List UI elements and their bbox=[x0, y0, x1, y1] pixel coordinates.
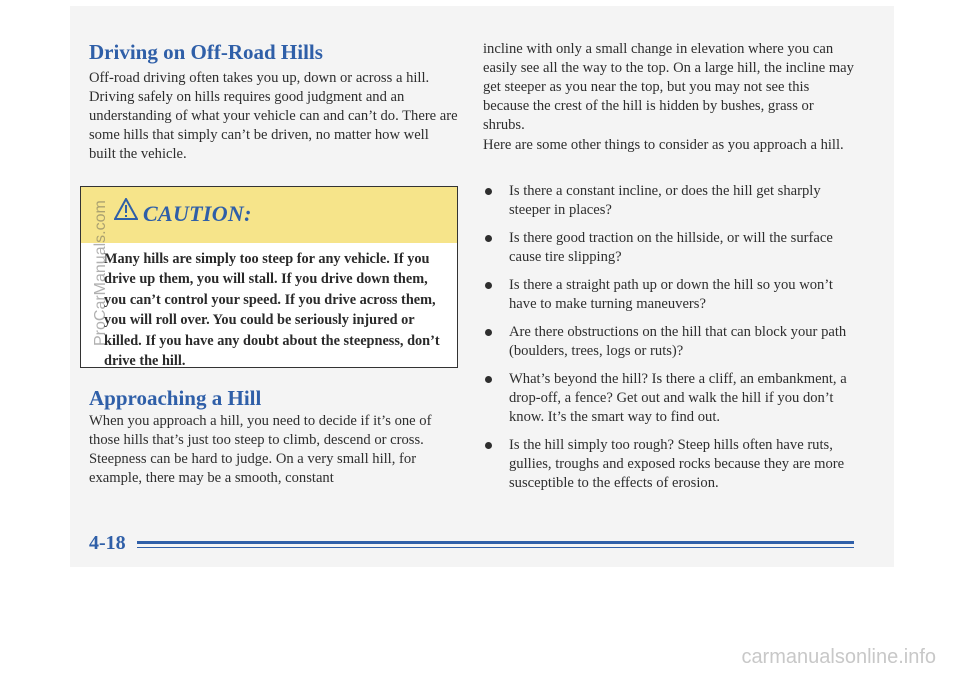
footer-rule-thin bbox=[137, 547, 854, 548]
considerations-list bbox=[483, 182, 855, 502]
bullet-icon bbox=[485, 376, 492, 383]
caution-label: CAUTION: bbox=[143, 201, 252, 226]
bullet-icon bbox=[485, 442, 492, 449]
bottom-watermark: carmanualsonline.info bbox=[741, 646, 936, 668]
bullet-icon bbox=[485, 188, 492, 195]
section-title-approaching-hill: Approaching a Hill bbox=[89, 386, 262, 410]
list-item: Is there good traction on the hillside, or will the surface cause tire slipping? bbox=[483, 229, 855, 267]
caution-text: Many hills are simply too steep for any vehicle. If you drive up them, you will stall. If you drive down them, you can’t control your speed. If you drive across them, you will roll over. You could be seriously injured or killed. If you have any doubt about the steepness, don’t drive the hill. bbox=[104, 251, 440, 370]
paragraph-approaching-hill: When you approach a hill, you need to decide if it’s one of those hills that’s just too steep to climb, descend or cross. Steepness can be hard to judge. On a very small hill, for example, there may be a smooth, constant bbox=[89, 413, 432, 486]
caution-box bbox=[80, 186, 458, 368]
bullet-icon bbox=[485, 235, 492, 242]
paragraph-off-road-intro: Off-road driving often takes you up, down or across a hill. Driving safely on hills requires good judgment and an understanding of what your vehicle can and can’t do. There are some hills that simply can’t be driven, no matter how well built the vehicle. bbox=[89, 70, 458, 162]
paragraph-considerations-intro: Here are some other things to consider as you approach a hill. bbox=[483, 137, 844, 153]
footer-rule bbox=[137, 541, 854, 544]
list-item: Is there a straight path up or down the hill so you won’t have to make turning maneuvers? bbox=[483, 276, 855, 314]
list-item: What’s beyond the hill? Is there a cliff, an embankment, a drop-off, a fence? Get out and walk the hill if you don’t know. It’s the smart way to find out. bbox=[483, 370, 855, 427]
bullet-icon bbox=[485, 282, 492, 289]
bullet-icon bbox=[485, 329, 492, 336]
list-item: Is there a constant incline, or does the hill get sharply steeper in places? bbox=[483, 182, 855, 220]
paragraph-continuation: incline with only a small change in elevation where you can easily see all the way to the top. On a large hill, the incline may get steeper as you near the top, but you may not see this because the crest of the hill is hidden by bushes, grass or shrubs. bbox=[483, 41, 854, 133]
side-watermark: ProCarManuals.com bbox=[92, 200, 109, 346]
list-item: Are there obstructions on the hill that can block your path (boulders, trees, logs or ruts)? bbox=[483, 323, 855, 361]
caution-header bbox=[81, 187, 457, 243]
list-item: Is the hill simply too rough? Steep hills often have ruts, gullies, troughs and exposed rocks because they are more susceptible to the effects of erosion. bbox=[483, 436, 855, 493]
warning-triangle-icon bbox=[114, 198, 138, 220]
page-number: 4-18 bbox=[89, 532, 126, 554]
section-title-off-road-hills: Driving on Off-Road Hills bbox=[89, 40, 323, 64]
